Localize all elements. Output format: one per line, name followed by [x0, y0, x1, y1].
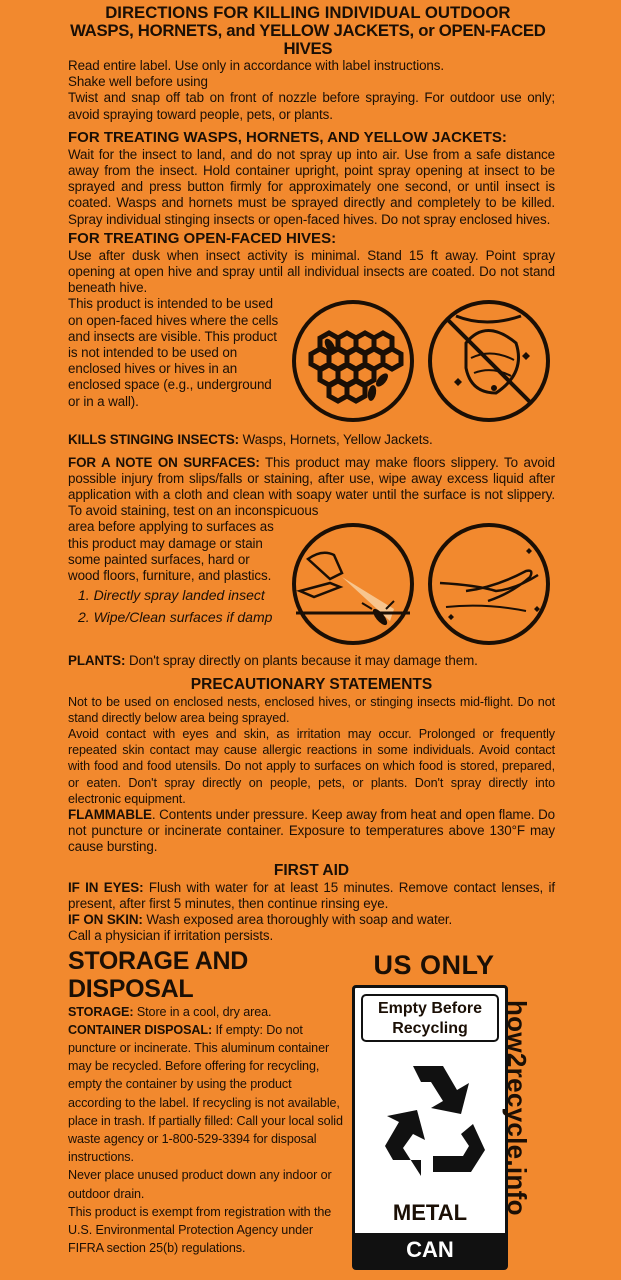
hives-body: Use after dusk when insect activity is minimal. Stand 15 ft away. Point spray opening at open hive and spray until all individual insects are coated. Do not stand beneath hive.	[68, 247, 555, 296]
wipe-surface-icon	[426, 521, 552, 647]
twist-text: Twist and snap off tab on front of nozzle before spraying. For outdoor use only; avoid spraying toward people, pets, or plants.	[68, 90, 555, 122]
directions-title-line-2: WASPS, HORNETS, and YELLOW JACKETS, or OPEN-FACED HIVES	[70, 21, 546, 58]
plants-label: PLANTS:	[68, 653, 126, 669]
surfaces-row	[68, 519, 555, 647]
shake-text: Shake well before using	[68, 74, 208, 90]
storage-section	[68, 947, 348, 1258]
surfaces-col	[68, 519, 280, 647]
eyes-label: IF IN EYES:	[68, 879, 144, 895]
step-2: 2. Wipe/Clean surfaces if damp	[78, 609, 273, 626]
flammable-label: FLAMMABLE	[68, 807, 152, 823]
eyes-text: Flush with water for at least 15 minutes. Remove contact lenses, if present, after first 5 minutes, then continue rinsing eye.	[68, 879, 555, 911]
surface-icons	[290, 521, 552, 647]
surfaces-para	[68, 455, 555, 520]
how2recycle-url	[502, 1000, 548, 1270]
storage-heading: STORAGE AND DISPOSAL	[68, 946, 249, 1003]
storage-line	[68, 1003, 348, 1021]
disposal-label: CONTAINER DISPOSAL:	[68, 1022, 213, 1037]
wasps-heading: FOR TREATING WASPS, HORNETS, AND YELLOW JACKETS:	[68, 128, 507, 146]
disposal-text: If empty: Do not puncture or incinerate. This aluminum container may be recycled. Before offering for recycling, empty the container by using the product according to the label. If recycling is not available, place in trash. If partially filled: Call your local solid waste agency or 1-800-529-3394 for disposal instructions.	[68, 1022, 343, 1165]
skin-para	[68, 912, 555, 928]
drain-text: Never place unused product down any indoor or outdoor drain.	[68, 1168, 332, 1201]
precaution-heading: PRECAUTIONARY STATEMENTS	[190, 675, 433, 693]
can-text: CAN	[355, 1233, 505, 1267]
hive-icon	[290, 298, 416, 424]
recycle-arrows-icon	[373, 1052, 489, 1192]
wasps-body: Wait for the insect to land, and do not spray up into air. Use from a safe distance away from the insect. Hold container upright, point spray opening at insect to be sprayed and press button firmly for approximately one second, or until insect is coated. Wasps and hornets must be sprayed directly and completely to be killed. Spray individual stinging insects or open-faced hives. Do not spray enclosed hives.	[68, 146, 555, 227]
plants-text: Don't spray directly on plants because it may damage them.	[125, 653, 478, 669]
spray-insect-icon	[290, 521, 416, 647]
empty-before-recycling: Empty Before Recycling	[361, 994, 499, 1042]
skin-label: IF ON SKIN:	[68, 912, 143, 928]
surfaces-text: This product may make floors slippery. To avoid possible injury from slips/falls or staining, after use, wipe away excess liquid after application with a cloth and clean with soapy water until the surface is not slippery. To avoid staining, test on an inconspicuous	[68, 454, 555, 519]
hives-heading: FOR TREATING OPEN-FACED HIVES:	[68, 229, 337, 247]
us-only-badge	[356, 950, 566, 981]
read-label-text: Read entire label. Use only in accordance with label instructions.	[68, 58, 444, 73]
precaution-p1: Not to be used on enclosed nests, enclosed hives, or stinging insects mid-flight. Do not stand directly below area being sprayed.	[68, 694, 555, 725]
storage-label: STORAGE:	[68, 1004, 134, 1019]
metal-text: METAL	[392, 1200, 468, 1225]
no-enclosed-hive-icon	[426, 298, 552, 424]
kills-text: Wasps, Hornets, Yellow Jackets.	[239, 432, 433, 448]
flammable-text: . Contents under pressure. Keep away from heat and open flame. Do not puncture or incinerate container. Exposure to temperatures above 130°F may cause bursting.	[68, 807, 555, 855]
kills-label: KILLS STINGING INSECTS:	[68, 432, 240, 448]
surface-steps	[68, 584, 280, 628]
how2recycle-url-text: how2recycle.info	[502, 1000, 532, 1216]
directions-title-line-1: DIRECTIONS FOR KILLING INDIVIDUAL OUTDOOR	[105, 3, 511, 22]
step-1: 1. Directly spray landed insect	[78, 587, 265, 604]
exempt-text: This product is exempt from registration with the U.S. Environmental Protection Agency under FIFRA section 25(b) regulations.	[68, 1204, 332, 1256]
hives-row	[68, 296, 555, 424]
call-physician: Call a physician if irritation persists.	[68, 928, 274, 944]
precaution-p2: Avoid contact with eyes and skin, as irritation may occur. Prolonged or frequently repeated skin contact may cause allergic reactions in some individuals. Avoid contact with food and food utensils. Do not apply to surfaces on which food is stored, prepared, or eaten. Don't spray directly on people, pets, or plants. Don't spray directly into electronic equipment.	[68, 727, 555, 806]
kills-line	[68, 432, 555, 448]
surfaces-label: FOR A NOTE ON SURFACES:	[68, 454, 260, 470]
how2recycle-label	[352, 985, 508, 1270]
us-only-text: US ONLY	[373, 950, 495, 980]
skin-text: Wash exposed area thoroughly with soap and water.	[142, 912, 453, 928]
eyes-para	[68, 880, 555, 912]
surfaces-cont: area before applying to surfaces as this product may damage or stain some painted surfaces, hard or wood floors, furniture, and plastics.	[68, 519, 274, 584]
flammable-para	[68, 807, 555, 856]
first-aid-heading: FIRST AID	[273, 861, 350, 879]
hive-icons	[290, 298, 552, 424]
hives-note: This product is intended to be used on open-faced hives where the cells and insects are visible. This product is not intended to be used on enclosed hives or hives in an enclosed space (e.g., underground or in a wall).	[68, 296, 279, 409]
disposal-para	[68, 1021, 348, 1167]
plants-line	[68, 653, 555, 669]
storage-text: Store in a cool, dry area.	[133, 1004, 272, 1019]
